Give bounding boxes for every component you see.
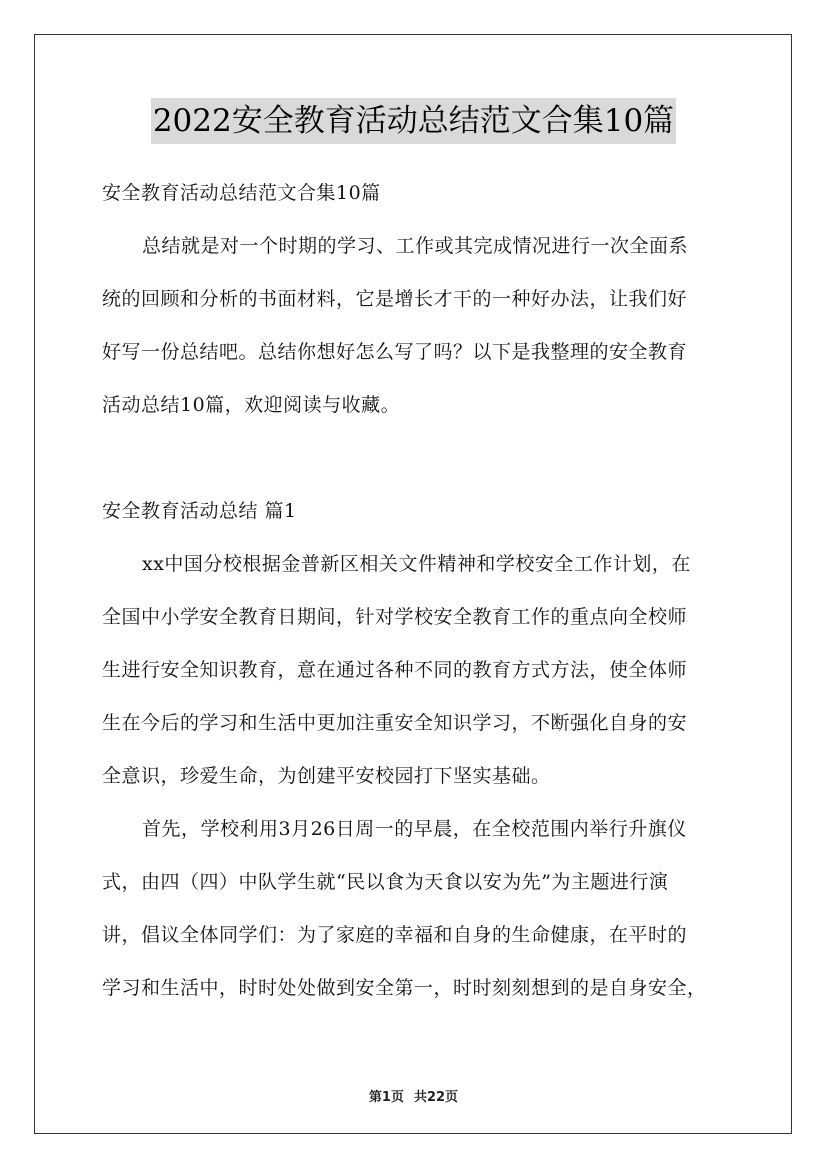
paragraph2-line-1: 首先，学校利用3月26日周一的早晨，在全校范围内举行升旗仪 (142, 818, 687, 840)
document-body (102, 167, 728, 1015)
intro-line-3: 好写一份总结吧。总结你想好怎么写了吗？以下是我整理的安全教育 (102, 341, 688, 363)
blank-line (102, 432, 728, 485)
paragraph1-line-2: 全国中小学安全教育日期间，针对学校安全教育工作的重点向全校师 (102, 606, 688, 628)
section-heading: 安全教育活动总结 篇1 (102, 500, 297, 522)
paragraph1-line-4: 生在今后的学习和生活中更加注重安全知识学习，不断强化自身的安 (102, 712, 688, 734)
total-pages: 共22页 (413, 1090, 459, 1105)
paragraph1-line-3: 生进行安全知识教育，意在通过各种不同的教育方式方法，使全体师 (102, 659, 688, 681)
document-title-wrapper (0, 98, 827, 144)
page-number: 第1页 (368, 1090, 404, 1105)
paragraph2-line-2: 式，由四（四）中队学生就“民以食为天食以安为先”为主题进行演 (102, 871, 669, 893)
intro-line-2: 统的回顾和分析的书面材料，它是增长才干的一种好办法，让我们好 (102, 288, 688, 310)
document-subtitle: 安全教育活动总结范文合集10篇 (102, 182, 381, 204)
paragraph2-line-4: 学习和生活中，时时处处做到安全第一，时时刻刻想到的是自身安全， (102, 977, 707, 999)
document-title: 2022安全教育活动总结范文合集10篇 (151, 98, 676, 144)
paragraph1-line-5: 全意识，珍爱生命，为创建平安校园打下坚实基础。 (102, 765, 551, 787)
paragraph2-line-3: 讲，倡议全体同学们：为了家庭的幸福和自身的生命健康，在平时的 (102, 924, 688, 946)
page-footer (0, 1086, 827, 1105)
paragraph1-line-1: xx中国分校根据金普新区相关文件精神和学校安全工作计划，在 (142, 553, 691, 575)
intro-line-4: 活动总结10篇，欢迎阅读与收藏。 (102, 394, 401, 416)
intro-line-1: 总结就是对一个时期的学习、工作或其完成情况进行一次全面系 (142, 235, 689, 257)
